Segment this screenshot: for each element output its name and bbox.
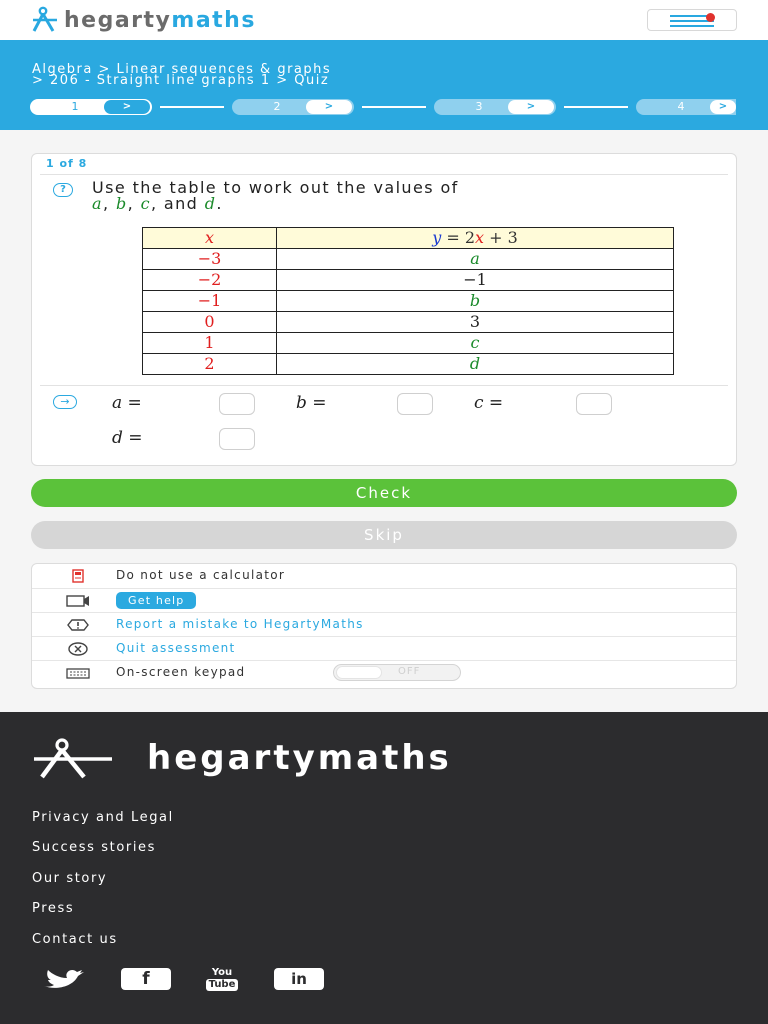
quiz-options <box>31 563 737 689</box>
report-mistake-link[interactable]: Report a mistake to HegartyMaths <box>116 617 364 631</box>
step-number: 2 <box>273 100 281 113</box>
table-row: 1 c <box>143 333 674 354</box>
table-header-equation: y = 2x + 3 <box>277 228 674 249</box>
step-2[interactable] <box>232 99 354 115</box>
question-text: Use the table to work out the values of a, b, c, and d. <box>92 178 459 213</box>
footer-link-contact[interactable]: Contact us <box>32 932 118 947</box>
table-row: 2 d <box>143 354 674 375</box>
question-step-tracker <box>30 99 736 117</box>
get-help-button[interactable]: Get help <box>116 592 196 609</box>
keypad-toggle[interactable] <box>333 664 461 681</box>
breadcrumb[interactable]: Algebra > Linear sequences & graphs <box>32 62 332 77</box>
table-row: −1 b <box>143 291 674 312</box>
compass-logo-icon <box>30 6 60 34</box>
step-3[interactable] <box>434 99 556 115</box>
option-quit <box>32 636 736 660</box>
breadcrumb-line-2[interactable]: > 206 - Straight line graphs 1 > Quiz <box>32 73 330 88</box>
twitter-icon[interactable] <box>42 968 92 992</box>
quiz-header <box>0 40 768 130</box>
step-4[interactable] <box>636 99 736 115</box>
logo-text-hegarty: hegarty <box>64 7 172 33</box>
table-row: −2 −1 <box>143 270 674 291</box>
answer-label-a: a = <box>112 393 142 413</box>
alert-icon <box>66 618 90 632</box>
step-1[interactable] <box>30 99 152 115</box>
question-counter: 1 of 8 <box>46 157 88 170</box>
option-calculator: Do not use a calculator <box>32 564 736 588</box>
table-header-row <box>143 228 674 249</box>
step-number: 3 <box>475 100 483 113</box>
skip-button[interactable]: Skip <box>31 521 737 549</box>
footer-link-success[interactable]: Success stories <box>32 840 157 855</box>
keypad-icon <box>66 666 90 680</box>
footer-logo-text: hegartymaths <box>147 738 452 778</box>
chevron-right-icon: > <box>710 100 736 114</box>
chevron-right-icon: > <box>104 100 150 114</box>
toggle-state: OFF <box>398 666 421 677</box>
no-calculator-icon <box>66 569 90 583</box>
close-circle-icon <box>66 642 90 656</box>
step-number: 4 <box>677 100 685 113</box>
answer-label-b: b = <box>296 393 327 413</box>
answer-label-c: c = <box>474 393 504 413</box>
facebook-icon[interactable]: f <box>121 968 171 990</box>
youtube-icon[interactable]: You Tube <box>199 968 245 992</box>
hegartymaths-logo[interactable] <box>30 6 256 34</box>
notification-dot <box>706 13 715 22</box>
answer-arrow-icon: → <box>53 395 77 409</box>
answer-input-d[interactable] <box>219 428 255 450</box>
chevron-right-icon: > <box>508 100 554 114</box>
footer-link-story[interactable]: Our story <box>32 871 108 886</box>
video-icon <box>66 594 90 608</box>
table-row: −3 a <box>143 249 674 270</box>
answer-input-c[interactable] <box>576 393 612 415</box>
answer-input-a[interactable] <box>219 393 255 415</box>
table-row: 0 3 <box>143 312 674 333</box>
check-button[interactable]: Check <box>31 479 737 507</box>
footer-link-press[interactable]: Press <box>32 901 75 916</box>
table-header-x: x <box>143 228 277 249</box>
chevron-right-icon: > <box>306 100 352 114</box>
compass-logo-icon <box>32 737 117 779</box>
step-number: 1 <box>71 100 79 113</box>
option-report <box>32 612 736 636</box>
linkedin-icon[interactable]: in <box>274 968 324 990</box>
answer-input-b[interactable] <box>397 393 433 415</box>
footer-logo[interactable] <box>32 737 452 779</box>
site-footer <box>0 712 768 1024</box>
menu-button[interactable] <box>647 9 737 31</box>
footer-link-privacy[interactable]: Privacy and Legal <box>32 810 174 825</box>
quit-assessment-link[interactable]: Quit assessment <box>116 641 236 655</box>
answer-label-d: d = <box>112 428 143 448</box>
top-bar <box>0 0 768 40</box>
question-card <box>31 153 737 466</box>
logo-text-maths: maths <box>171 7 256 33</box>
values-table <box>142 227 674 375</box>
question-icon[interactable]: ? <box>53 183 73 197</box>
option-help <box>32 588 736 612</box>
option-keypad: On-screen keypad OFF <box>32 660 736 688</box>
